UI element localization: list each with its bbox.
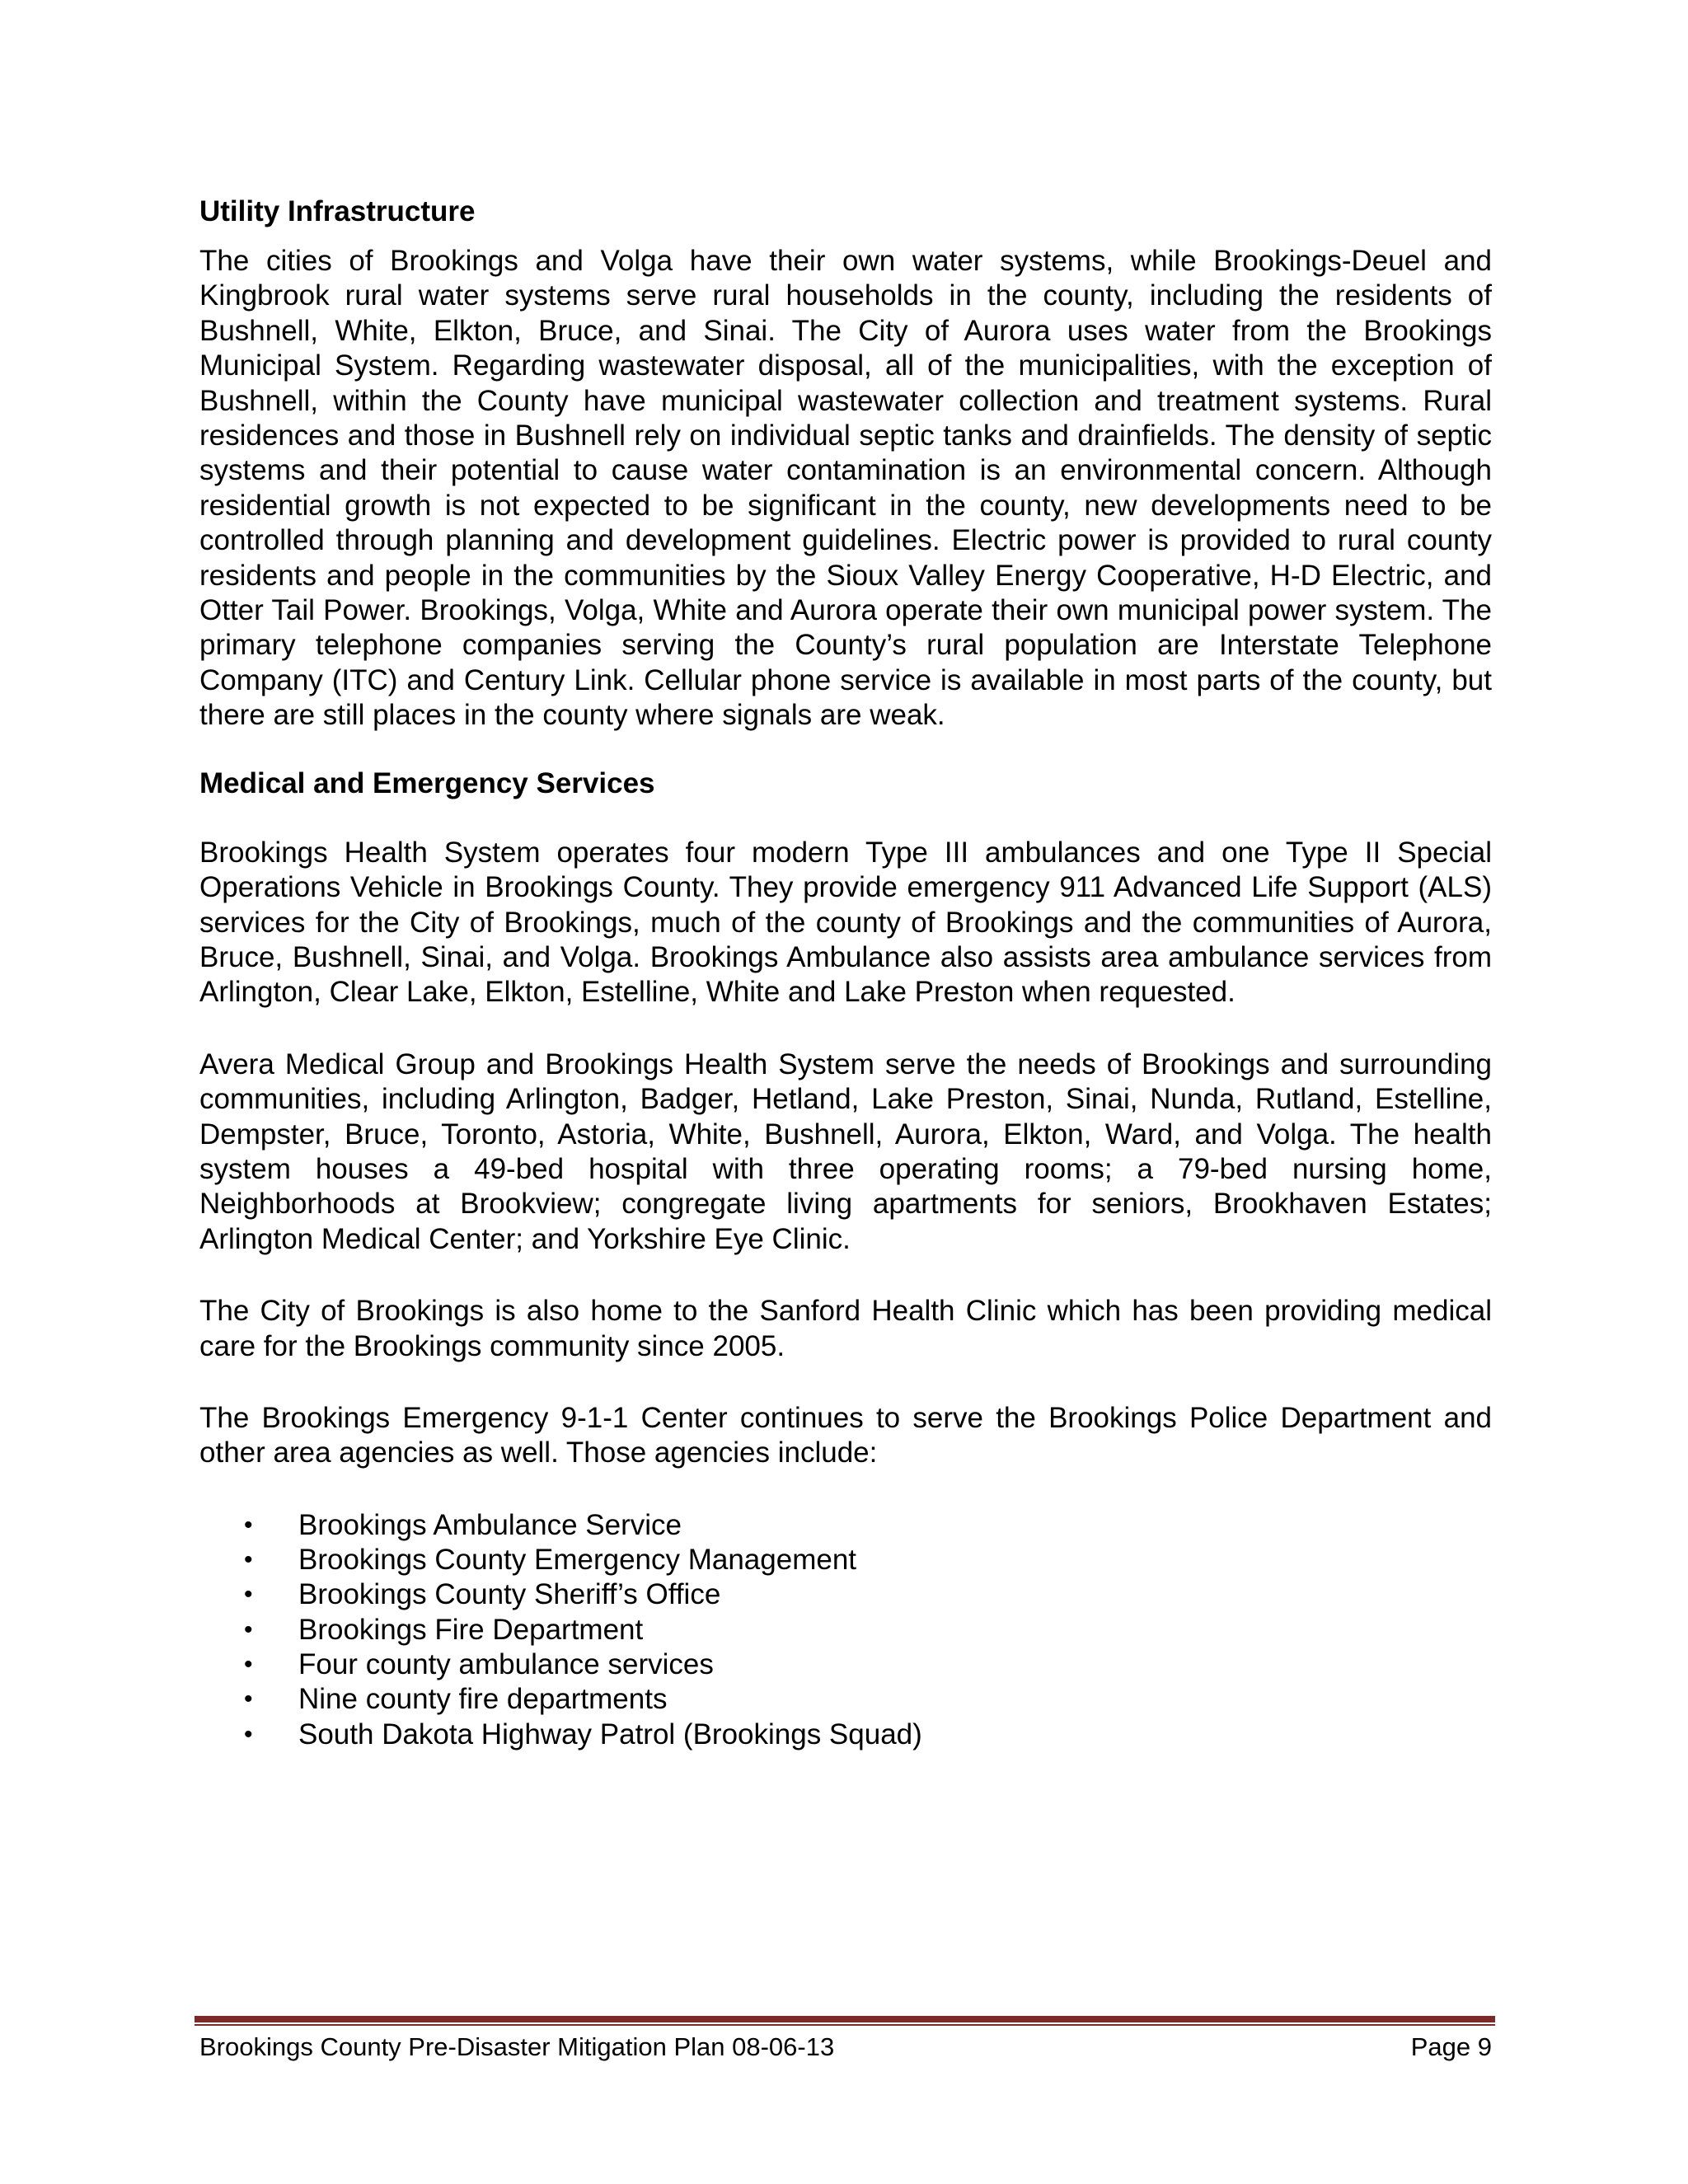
paragraph-sanford-clinic: The City of Brookings is also home to the Sanford Health Clinic which has been providing medical care for the Brookings community since 2005. [199,1295,1492,1362]
paragraph-ambulance: Brookings Health System operates four modern Type III ambulances and one Type II Special Operations Vehicle in Brookings County. They provide emergency 911 Advanced Life Support (ALS) services for the City of Brookings, much of the county of Brookings and the communities of Aurora, Bruce, Bushnell, Sinai, and Volga. Brookings Ambulance also assists area ambulance services from Arlington, Clear Lake, Elkton, Estelline, White and Lake Preston when requested. [199,836,1492,1009]
paragraph-utility: The cities of Brookings and Volga have their own water systems, while Brookings-Deuel and Kingbrook rural water systems serve rural households in the county, including the residents of Bushnell, White, Elkton, Bruce, and Sinai. The City of Aurora uses water from the Brookings Municipal System. Regarding wastewater disposal, all of the municipalities, with the exception of Bushnell, within the County have municipal wastewater collection and treatment systems. Rural residences and those in Bushnell rely on individual septic tanks and drainfields. The density of septic systems and their potential to cause water contamination is an environmental concern. Although residential growth is not expected to be significant in the county, new developments need to be controlled through planning and development guidelines. Electric power is provided to rural county residents and people in the communities by the Sioux Valley Energy Cooperative, H-D Electric, and Otter Tail Power. Brookings, Volga, White and Aurora operate their own municipal power system. The primary telephone companies serving the County’s rural population are Interstate Telephone Company (ITC) and Century Link. Cellular phone service is available in most parts of the county, but there are still places in the county where signals are weak. [199,245,1492,732]
list-item [199,1577,1492,1612]
bullet-icon: • [244,1650,253,1678]
paragraph-health-system: Avera Medical Group and Brookings Health System serve the needs of Brookings and surrounding communities, including Arlington, Badger, Hetland, Lake Preston, Sinai, Nunda, Rutland, Estelline, Dempster, Bruce, Toronto, Astoria, White, Bushnell, Aurora, Elkton, Ward, and Volga. The health system houses a 49-bed hospital with three operating rooms; a 79-bed nursing home, Neighborhoods at Brookview; congregate living apartments for seniors, Brookhaven Estates; Arlington Medical Center; and Yorkshire Eye Clinic. [199,1047,1492,1255]
document-page [199,194,1492,1752]
list-item [199,1647,1492,1682]
heading-medical-emergency: Medical and Emergency Services [199,766,655,799]
paragraph-emergency-center: The Brookings Emergency 9-1-1 Center continues to serve the Brookings Police Department and other area agencies as well. Those agencies include: [199,1401,1492,1469]
footer-divider [195,2016,1495,2026]
list-item [199,1543,1492,1577]
heading-utility-infrastructure: Utility Infrastructure [199,195,476,227]
list-item-text: Brookings County Emergency Management [298,1544,857,1577]
agency-list [199,1508,1492,1752]
list-item-text: Nine county fire departments [298,1683,668,1716]
list-item-text: Brookings Fire Department [298,1613,644,1646]
list-item-text: Brookings Ambulance Service [298,1508,682,1541]
list-item-text: Four county ambulance services [298,1647,714,1680]
list-item [199,1682,1492,1717]
bullet-icon: • [244,1615,253,1643]
footer-divider-thin [195,2024,1495,2026]
bullet-icon: • [244,1546,253,1574]
footer-page-number: Page 9 [1410,2032,1492,2061]
bullet-icon: • [244,1511,253,1539]
list-item [199,1613,1492,1647]
bullet-icon: • [244,1581,253,1609]
page-footer [199,2032,1492,2063]
list-item [199,1508,1492,1543]
footer-divider-thick [195,2016,1495,2022]
bullet-icon: • [244,1685,253,1713]
list-item [199,1718,1492,1752]
bullet-icon: • [244,1720,253,1748]
list-item-text: South Dakota Highway Patrol (Brookings Squad) [298,1718,922,1750]
list-item-text: Brookings County Sheriff’s Office [298,1578,721,1611]
footer-document-title: Brookings County Pre-Disaster Mitigation Plan 08-06-13 [199,2032,835,2061]
